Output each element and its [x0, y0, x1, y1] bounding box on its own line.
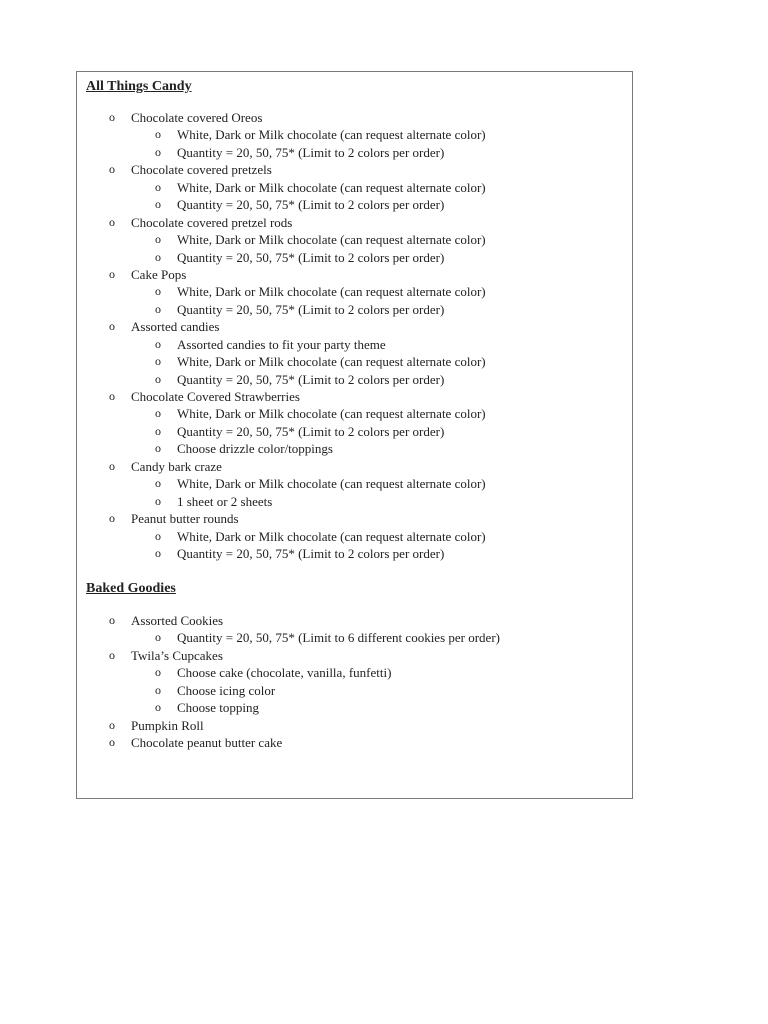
- item-text: Chocolate peanut butter cake: [131, 735, 283, 751]
- item-text: Cake Pops: [131, 266, 187, 282]
- item-text: Chocolate covered Oreos: [131, 110, 263, 125]
- subitem-text: White, Dark or Milk chocolate (can request alternate color): [177, 284, 486, 300]
- bullet-icon: o: [155, 371, 161, 386]
- item-text: Peanut butter rounds: [131, 511, 239, 527]
- subitem-text: White, Dark or Milk chocolate (can request alternate color): [177, 528, 486, 544]
- item-text: Chocolate covered pretzels: [131, 162, 272, 178]
- bullet-icon: o: [155, 665, 161, 680]
- item-text: Assorted candies: [131, 319, 220, 335]
- item-text: Assorted Cookies: [131, 613, 224, 628]
- subitem-text: Quantity = 20, 50, 75* (Limit to 2 colors per order): [177, 371, 445, 387]
- bullet-icon: o: [109, 266, 115, 281]
- bullet-icon: o: [155, 406, 161, 421]
- bullet-icon: o: [155, 423, 161, 438]
- subitem-text: White, Dark or Milk chocolate (can request alternate color): [177, 476, 486, 492]
- bullet-icon: o: [155, 336, 161, 351]
- bullet-icon: o: [155, 700, 161, 715]
- bullet-icon: o: [109, 389, 115, 403]
- bullet-icon: o: [155, 179, 161, 194]
- bullet-icon: o: [109, 735, 115, 750]
- bullet-icon: o: [155, 232, 161, 247]
- subitem-text: Choose topping: [177, 700, 259, 716]
- item-text: Twila’s Cupcakes: [131, 647, 223, 663]
- bullet-icon: o: [109, 458, 115, 473]
- menu-document-box: [76, 71, 633, 799]
- bullet-icon: o: [155, 127, 161, 142]
- subitem-text: Quantity = 20, 50, 75* (Limit to 2 colors per order): [177, 197, 445, 213]
- section-heading-baked: Baked Goodies: [86, 581, 176, 596]
- subitem-text: Quantity = 20, 50, 75* (Limit to 2 colors per order): [177, 545, 445, 561]
- item-text: Chocolate covered pretzel rods: [131, 214, 293, 230]
- bullet-icon: o: [155, 545, 161, 560]
- subitem-text: White, Dark or Milk chocolate (can request alternate color): [177, 406, 486, 422]
- subitem-text: White, Dark or Milk chocolate (can request alternate color): [177, 232, 486, 248]
- bullet-icon: o: [155, 441, 161, 456]
- bullet-icon: o: [109, 613, 115, 627]
- subitem-text: Quantity = 20, 50, 75* (Limit to 6 different cookies per order): [177, 630, 500, 646]
- bullet-icon: o: [155, 493, 161, 508]
- bullet-icon: o: [109, 162, 115, 177]
- subitem-text: Quantity = 20, 50, 75* (Limit to 2 colors per order): [177, 301, 445, 317]
- bullet-icon: o: [109, 511, 115, 526]
- subitem-text: Choose cake (chocolate, vanilla, funfetti): [177, 665, 392, 681]
- subitem-text: Quantity = 20, 50, 75* (Limit to 2 colors per order): [177, 423, 445, 439]
- subitem-text: Quantity = 20, 50, 75* (Limit to 2 colors per order): [177, 249, 445, 265]
- bullet-icon: o: [109, 110, 115, 124]
- bullet-icon: o: [155, 144, 161, 159]
- subitem-text: Choose icing color: [177, 682, 276, 698]
- bullet-icon: o: [155, 301, 161, 316]
- item-text: Chocolate Covered Strawberries: [131, 389, 300, 404]
- bullet-icon: o: [109, 717, 115, 732]
- bullet-icon: o: [155, 630, 161, 645]
- bullet-icon: o: [155, 197, 161, 212]
- bullet-icon: o: [155, 249, 161, 264]
- subitem-text: 1 sheet or 2 sheets: [177, 493, 273, 509]
- bullet-icon: o: [155, 284, 161, 299]
- item-text: Pumpkin Roll: [131, 717, 204, 733]
- bullet-icon: o: [109, 319, 115, 334]
- bullet-icon: o: [109, 647, 115, 662]
- subitem-text: Choose drizzle color/toppings: [177, 441, 333, 457]
- subitem-text: Assorted candies to fit your party theme: [177, 336, 386, 352]
- bullet-icon: o: [155, 354, 161, 369]
- subitem-text: White, Dark or Milk chocolate (can request alternate color): [177, 354, 486, 370]
- subitem-text: White, Dark or Milk chocolate (can request alternate color): [177, 179, 486, 195]
- subitem-text: White, Dark or Milk chocolate (can request alternate color): [177, 127, 486, 143]
- bullet-icon: o: [155, 682, 161, 697]
- subitem-text: Quantity = 20, 50, 75* (Limit to 2 colors per order): [177, 144, 445, 160]
- item-text: Candy bark craze: [131, 458, 222, 474]
- bullet-icon: o: [155, 528, 161, 543]
- bullet-icon: o: [109, 214, 115, 229]
- bullet-icon: o: [155, 476, 161, 491]
- section-heading-candy: All Things Candy: [86, 79, 192, 94]
